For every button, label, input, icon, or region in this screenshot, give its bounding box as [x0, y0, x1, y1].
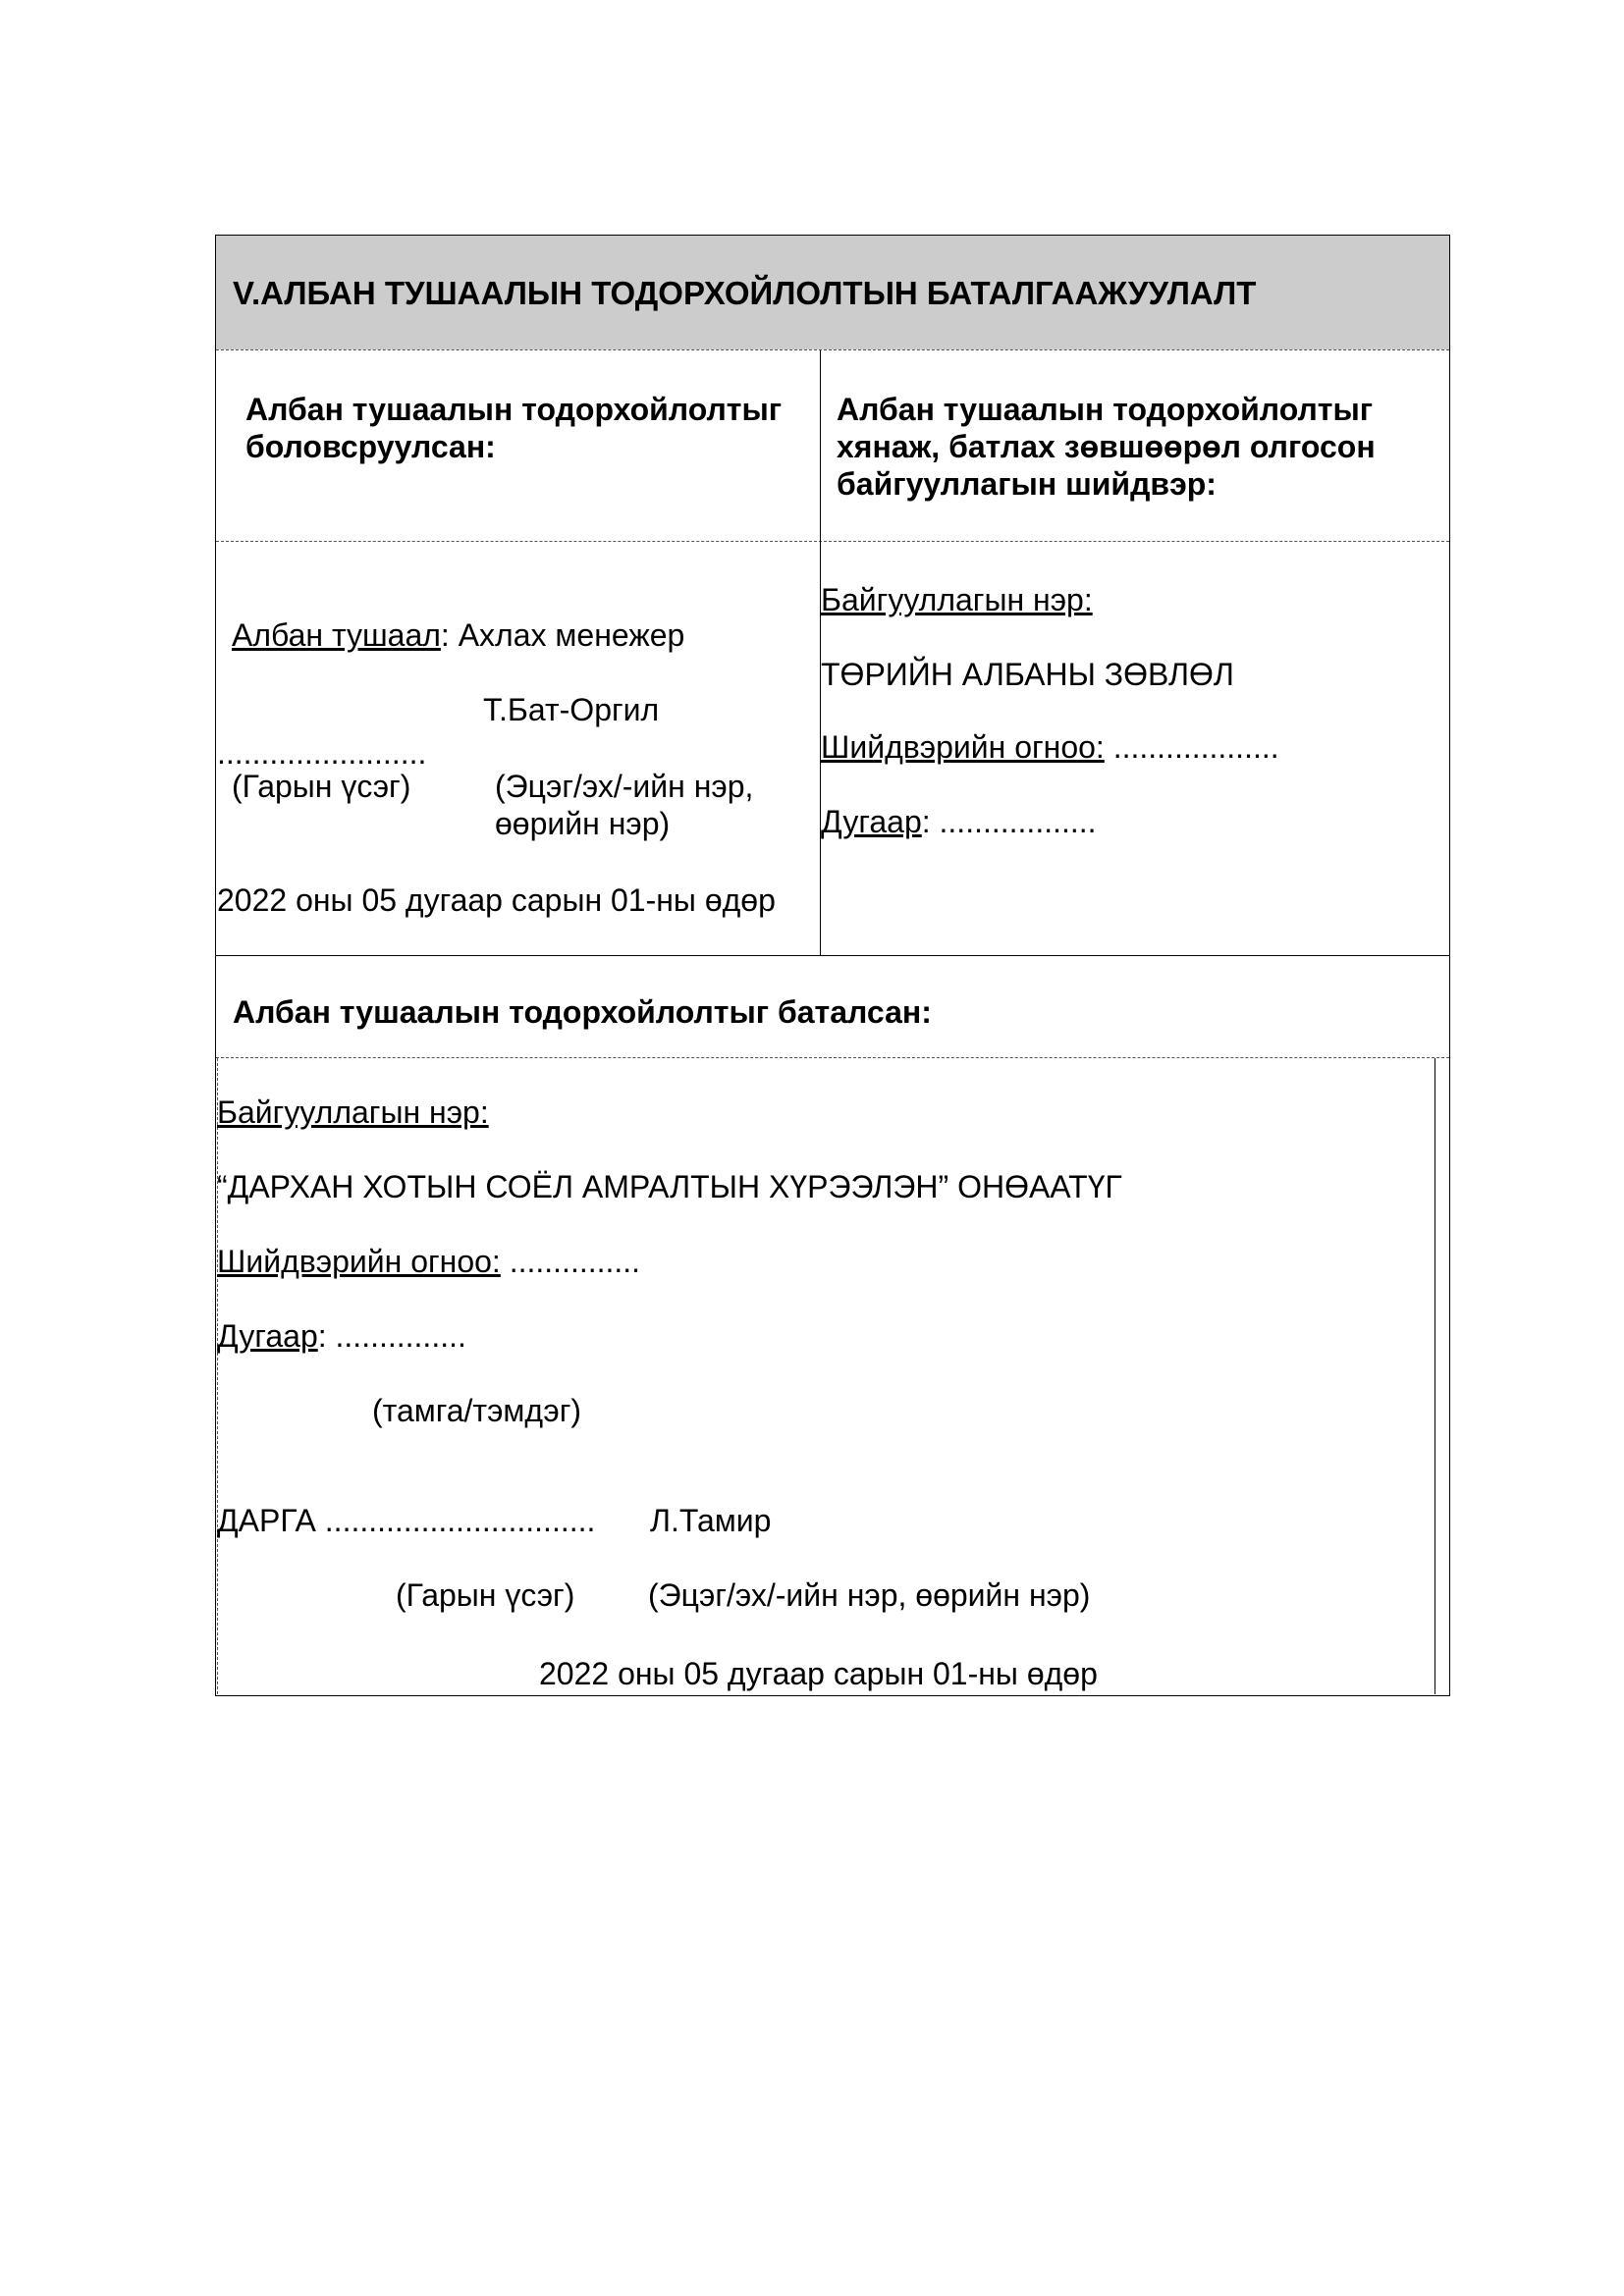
approved-date: 2022 оны 05 дугаар сарын 01-ны өдөр: [539, 1656, 1098, 1691]
approved-number-value: : ...............: [317, 1318, 466, 1354]
approved-org-value: “ДАРХАН ХОТЫН СОЁЛ АМРАЛТЫН ХҮРЭЭЛЭН” ОНӨААТҮГ: [217, 1169, 1122, 1204]
header-divider: [216, 349, 1449, 350]
director-label: ДАРГА ...............................: [217, 1503, 596, 1538]
right-org-label: Байгууллагын нэр:: [821, 582, 1093, 617]
approved-decision-date-value: ...............: [500, 1244, 641, 1279]
approval-row-divider: [216, 955, 1449, 956]
signature-caption: (Гарын үсэг): [232, 769, 411, 804]
right-heading-line2: хянаж, батлах зөвшөөрөл олгосон: [837, 429, 1376, 464]
approved-signature-caption: (Гарын үсэг): [396, 1577, 575, 1613]
approved-heading: Албан тушаалын тодорхойлолтыг баталсан:: [233, 994, 932, 1030]
approved-number-label: Дугаар: [217, 1318, 318, 1354]
right-decision-date-value: ...................: [1104, 729, 1279, 765]
right-org-value: ТӨРИЙН АЛБАНЫ ЗӨВЛӨЛ: [821, 657, 1234, 692]
approved-decision-date-label: Шийдвэрийн огноо:: [217, 1244, 501, 1279]
director-name: Л.Тамир: [650, 1503, 772, 1538]
right-decision-date-label: Шийдвэрийн огноо:: [821, 729, 1105, 765]
name-caption-line1: (Эцэг/эх/-ийн нэр,: [495, 769, 754, 804]
position-line: [232, 616, 684, 654]
section-title: V.АЛБАН ТУШААЛЫН ТОДОРХОЙЛОЛТЫН БАТАЛГААЖУУЛАЛТ: [233, 275, 1257, 311]
left-date: 2022 оны 05 дугаар сарын 01-ны өдөр: [217, 882, 776, 918]
right-heading-line1: Албан тушаалын тодорхойлолтыг: [837, 392, 1374, 427]
position-value: : Ахлах менежер: [440, 617, 685, 653]
left-heading-line2: боловсруулсан:: [245, 429, 496, 464]
right-number-value: : ..................: [921, 804, 1097, 839]
approved-name-caption: (Эцэг/эх/-ийн нэр, өөрийн нэр): [648, 1577, 1091, 1613]
name-caption-line2: өөрийн нэр): [495, 806, 671, 841]
right-number-label: Дугаар: [821, 804, 922, 839]
approved-left-edge: [217, 1058, 218, 1694]
approved-org-label: Байгууллагын нэр:: [217, 1095, 489, 1130]
heading-row-divider: [216, 541, 1449, 542]
approved-decision-date: [217, 1243, 640, 1280]
signer-name: Т.Бат-Оргил: [483, 692, 660, 727]
approved-heading-divider: [216, 1057, 1449, 1058]
right-number: [821, 803, 1097, 840]
right-heading-line3: байгууллагын шийдвэр:: [837, 466, 1217, 502]
right-decision-date: [821, 728, 1279, 766]
approved-number: [217, 1317, 466, 1355]
signature-dots: ........................: [217, 735, 427, 771]
column-divider: [820, 350, 821, 955]
stamp-caption: (тамга/тэмдэг): [372, 1393, 582, 1428]
left-heading-line1: Албан тушаалын тодорхойлолтыг: [245, 392, 783, 427]
position-label: Албан тушаал: [232, 617, 441, 653]
